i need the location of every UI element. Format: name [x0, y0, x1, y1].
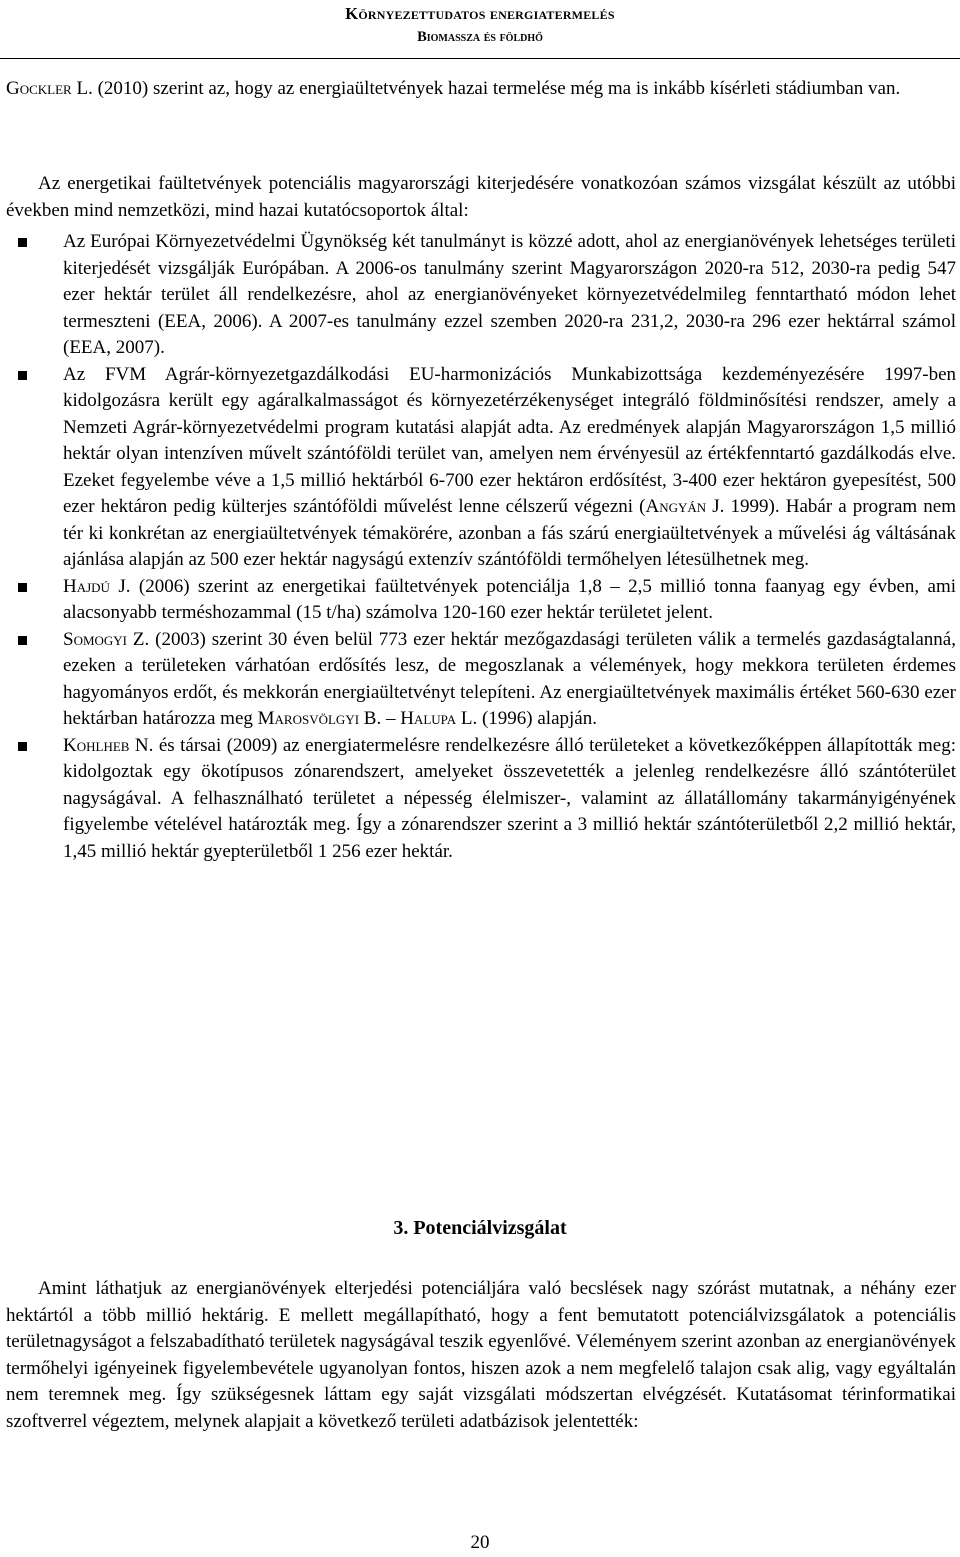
list-item-text: –: [381, 708, 401, 729]
list-item: [6, 733, 956, 866]
square-bullet-icon: [18, 238, 27, 247]
list-item-text: és társai (2009) az energiatermelésre rendelkezésre álló területeket a következőképpen állapították meg: kidolgoztak egy ökotípusos zónarendszert, amelyeket összevetették a jelenleg rendelkezésre álló szántóterület nagyságával. A felhasználható területet a népesség élelmiszer-, valamint az állatállomány takarmányigényének figyelembe vételével határozták meg. Így a zónarendszer szerint a 3 millió hektár szántóterületből 2,2 millió hektár, 1,45 millió hektár gyepterületből 1 256 ezer hektár.: [63, 734, 956, 862]
section-paragraph: Amint láthatjuk az energianövények elterjedési potenciáljára való becslések nagy szórást mutatnak, a néhány ezer hektártól a több millió hektárig. E mellett megállapítható, hogy a fent bemutatott potenciálvizsgálatok a potenciális területnagyságot a felszabadítható területek nagyságával teszik egyenlővé. Véleményem szerint azonban az energianövények termőhelyi igényeinek figyelembevétele ugyanolyan fontos, hiszen azok a nem megfelelő talajon csak alig, vagy egyáltalán nem teremnek meg. Így szükségesnek láttam egy saját vizsgálati módszertan elvégzését. Kutatásomat térinformatikai szoftverrel végeztem, melynek alapjait a következő területi adatbázisok jelentették:: [6, 1278, 956, 1432]
citation-author: Hajdú J.: [63, 575, 131, 597]
list-item-text: Az Európai Környezetvédelmi Ügynökség két tanulmányt is közzé adott, ahol az energianövények lehetséges területi kiterjedését vizsgálják Európában. A 2006-os tanulmány szerint Magyarországon 2020-ra 512, 2030-ra pedig 547 ezer hektár terület áll rendelkezésre, ahol az energianövényeket környezetvédelmileg fenntartható módon lehet termeszteni (EEA, 2006). A 2007-es tanulmány ezzel szemben 2020-ra 231,2, 2030-ra 296 ezer hektárral számol (EEA, 2007).: [63, 231, 956, 358]
list-item-text: Az FVM Agrár-környezetgazdálkodási EU-harmonizációs Munkabizottsága kezdeményezésére 1997-ben kidolgozásra került egy agáralkalmasságot és környezetérzékenységet integráló földminősítési rendszer, amely a Nemzeti Agrár-környezetvédelmi program kutatási alapját adta. Az eredmények alapján Magyarországon 1,5 millió hektár olyan intenzíven művelt szántóföldi terület van, amelyen nem érvényesül az értékfenntartó gazdálkodás elve. Ezeket fegyelembe véve a 1,5 millió hektárból 6-700 ezer hektáron erdősítést, 3-400 ezer hektáron gyepesítést, 500 ezer hektáron pedig külterjes szántóföldi művelést lenne célszerű végezni (: [63, 363, 956, 517]
header-title: Környezettudatos energiatermelés: [345, 4, 615, 23]
square-bullet-icon: [18, 636, 27, 645]
header-subtitle: Biomassza és földhő: [417, 29, 543, 45]
section-heading: 3. Potenciálvizsgálat: [393, 1217, 567, 1239]
list-item-text: (2003) szerint 30 éven belül 773 ezer hektár mezőgazdasági területen válik a termelés gazdaságtalanná, ezeken a területeken várhatóan erdősítés lesz, de megoszlanak a vélemények, hogy mekkora területen érdemes hagyományos erdőt, és mekkorán energiaültetvényt telepíteni. Az energiaültetvények maximális értéket 560-630 ezer hektárban határozza meg: [63, 628, 956, 729]
list-item: [6, 229, 956, 362]
square-bullet-icon: [18, 742, 27, 751]
citation-author: Halupa L.: [400, 708, 478, 729]
citation-author: Somogyi Z.: [63, 628, 150, 650]
running-header: [0, 0, 960, 59]
citation-author: Marosvölgyi B.: [257, 708, 382, 729]
intro-paragraph: [6, 76, 956, 103]
list-item: [6, 362, 956, 574]
list-item: [6, 627, 956, 733]
bullet-list: [6, 229, 956, 865]
intro-text: (2010) szerint az, hogy az energiaültetvények hazai termelése még ma is inkább kísérleti stádiumban van.: [92, 78, 901, 99]
lead-paragraph: Az energetikai faültetvények potenciális magyarországi kiterjedésére vonatkozóan számos vizsgálat készült az utóbbi években mind nemzetközi, mind hazai kutatócsoportok által:: [6, 173, 956, 221]
square-bullet-icon: [18, 583, 27, 592]
list-item-text: (2006) szerint az energetikai faültetvények potenciálja 1,8 – 2,5 millió tonna faanyag egy évben, ami alacsonyabb terméshozammal (15 t/ha) számolva 120-160 ezer hektár területet jelent.: [63, 575, 957, 623]
page-number: 20: [470, 1532, 490, 1553]
list-item: [6, 574, 956, 627]
citation-author: Kohlheb N.: [63, 734, 154, 756]
citation-author: Gockler L.: [6, 78, 93, 99]
list-item-text: 1999). Habár a program nem tér ki konkrétan az energiaültetvények témakörére, azonban a fás szárú energiaültetvények a művelési ág váltásának ajánlása alapján az 500 ezer hektár nagyságú extenzív szántóföldi termőhelyen létesülhetnek meg.: [63, 496, 956, 570]
square-bullet-icon: [18, 371, 27, 380]
citation-author: Angyán J.: [645, 496, 725, 517]
list-item-text: (1996) alapján.: [477, 708, 597, 729]
